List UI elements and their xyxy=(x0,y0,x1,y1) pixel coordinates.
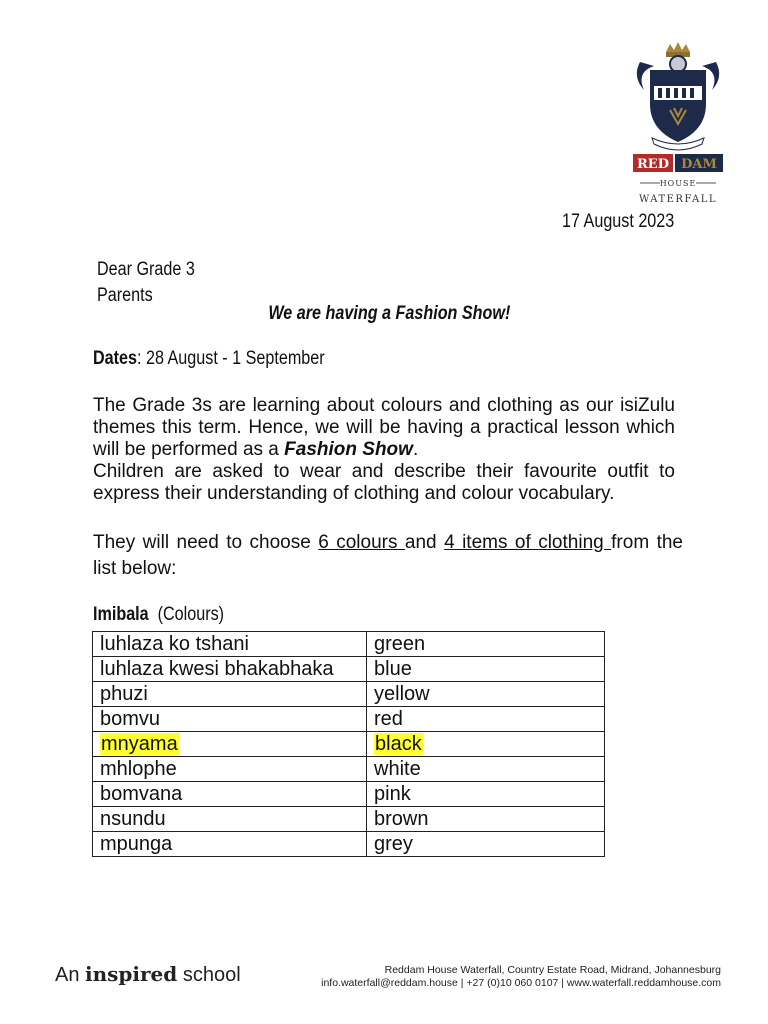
greeting-line-2: Parents xyxy=(97,285,153,306)
svg-text:RED: RED xyxy=(637,157,669,172)
colour-zulu-cell xyxy=(93,807,367,832)
intro-paragraph xyxy=(93,395,675,505)
colours-heading xyxy=(93,604,224,626)
colour-row xyxy=(93,782,605,807)
colour-english-cell xyxy=(367,707,605,732)
six-colours: 6 colours xyxy=(318,532,405,553)
colour-english-word: pink xyxy=(374,783,411,805)
colour-zulu-word: bomvana xyxy=(100,783,183,805)
colour-english-word: black xyxy=(375,733,422,755)
greeting-line-1: Dear Grade 3 xyxy=(97,259,195,280)
intro-text: The Grade 3s are learning about colours and clothing as our isiZulu themes this term. Hence, we will be having a practical lesson which will be performed as a xyxy=(93,395,675,460)
intro-end: . xyxy=(412,439,419,460)
dates-value: : 28 August - 1 September xyxy=(136,348,325,369)
choice-text-a: They will need to choose xyxy=(93,532,319,553)
colour-english-cell xyxy=(367,682,605,707)
colour-english-word: white xyxy=(374,758,421,780)
colours-table xyxy=(92,631,605,857)
colour-zulu-word: mhlophe xyxy=(100,758,177,780)
intro-sentence xyxy=(93,395,675,461)
colour-zulu-cell xyxy=(93,632,367,657)
colours-heading-zulu: Imibala xyxy=(93,604,149,625)
instruction-sentence: Children are asked to wear and describe their favourite outfit to express their understanding of clothing and colour vocabulary. xyxy=(93,461,675,504)
colour-english-cell xyxy=(367,782,605,807)
colours-heading-note: (Colours) xyxy=(157,604,225,625)
colour-row xyxy=(93,632,605,657)
dates-label: Dates xyxy=(93,348,137,369)
colour-row xyxy=(93,832,605,857)
choice-paragraph xyxy=(93,530,683,582)
colour-row xyxy=(93,657,605,682)
colour-english-cell xyxy=(367,657,605,682)
tagline-school: school xyxy=(182,964,241,986)
colour-english-word: yellow xyxy=(374,683,430,705)
colour-zulu-word: mpunga xyxy=(100,833,173,855)
four-clothing-items: 4 items of clothing xyxy=(444,532,612,553)
colour-row xyxy=(93,707,605,732)
colour-english-word: brown xyxy=(374,808,429,830)
colour-english-cell xyxy=(367,632,605,657)
tagline-inspired: inspired xyxy=(85,962,178,986)
colour-zulu-word: luhlaza ko tshani xyxy=(100,633,249,655)
colour-zulu-word: nsundu xyxy=(100,808,166,830)
colour-english-cell xyxy=(367,807,605,832)
greeting xyxy=(97,257,195,309)
colour-zulu-cell xyxy=(93,732,367,757)
footer-contact xyxy=(300,964,721,990)
colour-english-cell xyxy=(367,832,605,857)
colour-zulu-word: mnyama xyxy=(101,733,178,755)
svg-text:WATERFALL: WATERFALL xyxy=(638,194,718,205)
colour-english-word: green xyxy=(374,633,426,655)
colour-zulu-cell xyxy=(93,682,367,707)
letter-title-text: We are having a Fashion Show! xyxy=(267,303,510,324)
svg-text:HOUSE: HOUSE xyxy=(659,179,697,188)
footer-tagline xyxy=(55,962,241,987)
colour-zulu-word: phuzi xyxy=(100,683,148,705)
colour-row xyxy=(93,807,605,832)
event-dates xyxy=(93,348,325,370)
colour-zulu-word: bomvu xyxy=(100,708,161,730)
colour-row xyxy=(93,757,605,782)
letter-date: 17 August 2023 xyxy=(562,211,675,232)
colour-row xyxy=(93,682,605,707)
colour-english-cell xyxy=(367,757,605,782)
colour-english-word: grey xyxy=(374,833,413,855)
colour-row xyxy=(93,732,605,757)
footer-contact-details: info.waterfall@reddam.house | +27 (0)10 060 0107 | www.waterfall.reddamhouse.com xyxy=(321,977,721,989)
fashion-show-emphasis: Fashion Show xyxy=(284,439,413,460)
crest-icon xyxy=(630,42,726,206)
footer-address: Reddam House Waterfall, Country Estate Road, Midrand, Johannesburg xyxy=(384,964,721,976)
colour-zulu-cell xyxy=(93,832,367,857)
school-logo xyxy=(630,42,726,206)
colour-zulu-cell xyxy=(93,657,367,682)
colour-zulu-word: luhlaza kwesi bhakabhaka xyxy=(100,658,334,680)
colour-english-cell xyxy=(367,732,605,757)
colour-zulu-cell xyxy=(93,782,367,807)
colour-english-word: red xyxy=(374,708,403,730)
choice-text-c: from the list below: xyxy=(93,532,683,579)
svg-text:DAM: DAM xyxy=(681,157,717,172)
tagline-an: An xyxy=(55,964,80,986)
choice-text-b: and xyxy=(404,532,445,553)
colour-english-word: blue xyxy=(374,658,412,680)
colour-zulu-cell xyxy=(93,757,367,782)
letter-title xyxy=(0,303,768,325)
colour-zulu-cell xyxy=(93,707,367,732)
